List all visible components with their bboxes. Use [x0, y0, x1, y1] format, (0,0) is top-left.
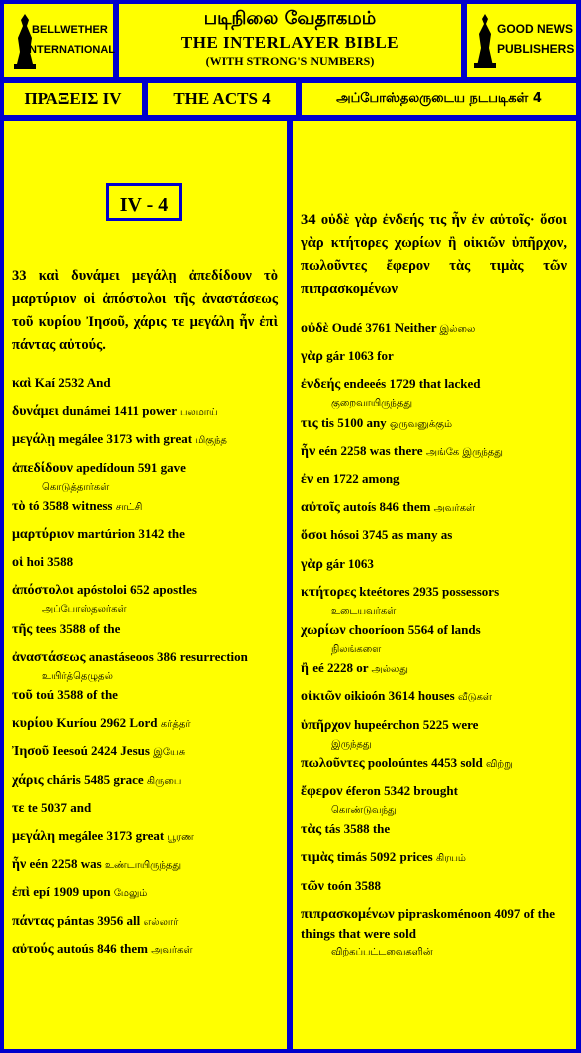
word-entry	[12, 685, 278, 705]
word-entry	[301, 318, 567, 339]
greek-word: γὰρ	[301, 349, 323, 365]
word-entry	[12, 939, 278, 960]
word-entry	[301, 346, 567, 366]
tamil-meaning: அவர்கள்	[151, 944, 193, 956]
transliteration: Kuríou 2962 Lord	[56, 715, 158, 731]
word-entry	[301, 904, 567, 962]
tamil-meaning: வீடுகள்	[458, 692, 492, 704]
word-entry	[301, 582, 567, 621]
transliteration: eén 2258 was	[29, 856, 102, 872]
tamil-meaning: அல்லது	[371, 664, 408, 676]
word-entry	[301, 525, 567, 545]
word-entry	[301, 469, 567, 489]
transliteration: gár 1063 for	[326, 348, 394, 364]
book-title-tamil: அப்போஸ்தலருடைய நடபடிகள் 4	[302, 83, 576, 115]
transliteration: hupeérchon 5225 were	[353, 716, 479, 732]
transliteration: apedídoun 591 gave	[76, 459, 186, 475]
greek-word: αὐτούς	[12, 941, 54, 957]
word-entry	[301, 753, 567, 774]
greek-word: τῶν	[301, 878, 324, 894]
book-title-greek: ΠΡΑΞΕΙΣ IV	[4, 83, 142, 115]
word-entry	[12, 458, 278, 497]
word-entry	[12, 524, 278, 544]
word-entry	[12, 647, 278, 686]
tamil-meaning: கிருபை	[146, 775, 182, 787]
transliteration: hoi 3588	[26, 554, 74, 570]
word-entry	[301, 413, 567, 434]
word-entry	[12, 713, 278, 734]
book-title-english: THE ACTS 4	[148, 83, 296, 115]
tamil-meaning: கர்த்தர்	[160, 719, 191, 731]
greek-word: κυρίου	[12, 716, 54, 732]
word-entry	[301, 554, 567, 574]
greek-word: ἀπεδίδουν	[12, 460, 73, 476]
greek-word: μαρτύριον	[12, 527, 75, 542]
greek-word: ἦν	[301, 443, 316, 459]
greek-word: οἱ	[12, 555, 24, 571]
greek-word: πωλοῦντες	[301, 755, 365, 771]
word-entry	[301, 374, 567, 413]
greek-word: τῆς	[12, 621, 33, 637]
tamil-meaning: கிரயம்	[436, 853, 466, 865]
transliteration: toón 3588	[327, 877, 382, 893]
transliteration: cháris 5485 grace	[46, 771, 144, 787]
transliteration: tees 3588 of the	[35, 620, 121, 636]
transliteration: pántas 3956 all	[57, 912, 141, 928]
greek-word: δυνάμει	[12, 404, 59, 420]
greek-word: ἀναστάσεως	[12, 649, 86, 665]
greek-word: μεγάλη	[12, 829, 56, 844]
word-entry	[301, 715, 567, 754]
tamil-meaning: அங்கே இருந்தது	[425, 446, 503, 458]
transliteration: toú 3588 of the	[35, 687, 118, 702]
word-entry	[301, 686, 567, 707]
transliteration: apóstoloi 652 apostles	[77, 582, 197, 598]
transliteration: martúrion 3142 the	[77, 526, 185, 541]
transliteration: timás 5092 prices	[336, 849, 433, 865]
greek-word: οὐδὲ	[301, 321, 329, 336]
transliteration: oikioón 3614 houses	[344, 688, 455, 704]
greek-word: καὶ	[12, 376, 32, 391]
bellwether-logo	[4, 4, 116, 77]
transliteration: dunámei 1411 power	[62, 403, 177, 419]
transliteration: tis 5100 any	[320, 414, 387, 430]
transliteration: en 1722 among	[316, 471, 400, 486]
transliteration: kteétores 2935 possessors	[359, 583, 500, 599]
transliteration: megálee 3173 great	[58, 828, 165, 843]
transliteration: eé 2228 or	[312, 660, 369, 676]
word-entry	[301, 819, 567, 839]
greek-word: ἔφερον	[301, 784, 343, 799]
left-column	[4, 121, 287, 1049]
greek-word: τοῦ	[12, 688, 33, 703]
tamil-meaning: பலமாய்	[179, 407, 218, 419]
greek-word: τὸ	[12, 498, 26, 514]
transliteration: gár 1063	[326, 555, 374, 571]
greek-word: τις	[301, 415, 318, 431]
word-entry	[12, 580, 278, 619]
logo-right-line2: PUBLISHERS	[497, 42, 575, 56]
verse-34-text: 34 οὐδὲ γὰρ ἐνδεής τις ἦν ἐν αὐτοῖς· ὅσοι γὰρ κτήτορες χωρίων ἢ οἰκιῶν ὑπῆρχον, πωλοῦντες ἔφερον τὰς τιμὰς τῶν πιπρασκομένων	[301, 212, 567, 297]
word-entry	[12, 429, 278, 450]
word-entry	[301, 876, 567, 896]
transliteration: megálee 3173 with great	[58, 431, 193, 447]
transliteration: eén 2258 was there	[318, 442, 423, 458]
title-subtitle: (WITH STRONG'S NUMBERS)	[205, 54, 375, 68]
greek-word: χωρίων	[301, 623, 346, 638]
transliteration: tás 3588 the	[324, 821, 391, 837]
greek-word: οἰκιῶν	[301, 689, 341, 705]
title-tamil: படிநிலை வேதாகமம்	[203, 8, 377, 29]
tamil-meaning: எல்லார்	[143, 916, 179, 928]
greek-word: χάρις	[12, 772, 44, 788]
tamil-meaning: குறைவாயிருந்தது	[331, 398, 413, 410]
greek-word: ἀπόστολοι	[12, 583, 74, 599]
tamil-meaning: கொடுத்தார்கள்	[42, 481, 110, 493]
tamil-meaning: விற்று	[486, 758, 513, 770]
right-column	[293, 121, 576, 1049]
transliteration: éferon 5342 brought	[345, 783, 458, 798]
chapter-box: IV - 4	[106, 183, 182, 221]
greek-word: Ἰησοῦ	[12, 744, 50, 760]
verse-33-text: 33 καὶ δυνάμει μεγάλῃ ἀπεδίδουν τὸ μαρτύριον οἱ ἀπόστολοι τῆς ἀναστάσεως τοῦ κυρίου Ἰησοῦ, χάρις τε μεγάλη ἦν ἐπὶ πάντας αὐτούς.	[12, 268, 278, 353]
transliteration: pipraskoménoon 4097 of the things that were sold	[301, 905, 555, 941]
word-entry	[301, 781, 567, 820]
word-entry	[12, 826, 278, 847]
tamil-meaning: இயேசு	[153, 747, 186, 759]
tamil-meaning: உண்டாயிருந்தது	[104, 860, 182, 872]
tamil-meaning: அப்போஸ்தலர்கள்	[42, 604, 127, 616]
transliteration: pooloúntes 4453 sold	[367, 754, 483, 770]
greek-word: ὅσοι	[301, 528, 327, 544]
greek-word: πάντας	[12, 913, 54, 929]
transliteration: endeeés 1729 that lacked	[343, 376, 481, 392]
tamil-meaning: விற்கப்பட்டவைகளின்	[331, 946, 433, 958]
tamil-meaning: கொண்டுவந்து	[331, 805, 397, 816]
greek-word: πιπρασκομένων	[301, 906, 395, 922]
greek-word: κτήτορες	[301, 584, 357, 600]
transliteration: Kaí 2532 And	[34, 375, 111, 390]
word-entry	[301, 847, 567, 868]
tamil-meaning: சாட்சி	[115, 501, 143, 513]
tamil-meaning: ஒருவனுக்கும்	[389, 418, 453, 430]
word-entry	[12, 496, 278, 517]
bellwether-figure-icon	[12, 12, 38, 70]
title-header	[119, 4, 461, 77]
word-entry	[301, 441, 567, 462]
greek-word: ἐνδεής	[301, 377, 341, 393]
logo-left-line1: BELLWETHER	[32, 24, 108, 36]
greek-word: ἢ	[301, 661, 309, 677]
greek-word: τε	[12, 800, 25, 816]
greek-word: ἐν	[301, 472, 314, 487]
logo-left-line2: INTERNATIONAL	[26, 44, 116, 56]
goodnews-logo	[467, 4, 576, 77]
logo-right-line1: GOOD NEWS	[497, 22, 574, 36]
tamil-meaning: இருந்தது	[331, 738, 372, 750]
word-entry	[301, 620, 567, 659]
word-entry	[12, 552, 278, 572]
word-entry	[12, 401, 278, 422]
word-entry	[12, 911, 278, 932]
transliteration: autoís 846 them	[343, 499, 431, 515]
transliteration: Oudé 3761 Neither	[331, 320, 437, 335]
tamil-meaning: அவர்கள்	[433, 503, 475, 515]
word-entry	[12, 741, 278, 762]
tamil-meaning: இல்லை	[439, 324, 476, 335]
word-entry	[12, 882, 278, 903]
transliteration: chooríoon 5564 of lands	[348, 622, 481, 637]
transliteration: tó 3588 witness	[28, 497, 113, 513]
word-entry	[12, 770, 278, 791]
greek-word: ὑπῆρχον	[301, 717, 351, 733]
transliteration: te 5037 and	[27, 799, 92, 815]
title-english: THE INTERLAYER BIBLE	[180, 33, 400, 52]
tamil-meaning: நிலங்களை	[331, 644, 382, 655]
greek-word: γὰρ	[301, 556, 323, 572]
word-entry	[12, 798, 278, 818]
greek-word: μεγάλῃ	[12, 432, 56, 448]
greek-word: τὰς	[301, 822, 322, 838]
word-entry	[12, 619, 278, 639]
word-entry	[12, 373, 278, 393]
greek-word: ἦν	[12, 857, 27, 873]
word-entry	[301, 497, 567, 518]
tamil-meaning: உடையவர்கள்	[331, 605, 397, 617]
transliteration: hósoi 3745 as many as	[330, 527, 453, 543]
transliteration: autoús 846 them	[56, 940, 148, 956]
greek-word: τιμὰς	[301, 850, 334, 866]
tamil-meaning: மிகுந்த	[195, 435, 227, 447]
goodnews-figure-icon	[473, 12, 497, 70]
word-entry	[301, 658, 567, 679]
tamil-meaning: பூரண	[167, 832, 194, 843]
transliteration: Ieesoú 2424 Jesus	[52, 743, 150, 759]
greek-word: ἐπὶ	[12, 885, 30, 901]
transliteration: anastáseoos 386 resurrection	[88, 648, 248, 664]
tamil-meaning: மேலும்	[113, 888, 148, 900]
word-entry	[12, 854, 278, 875]
greek-word: αὐτοῖς	[301, 500, 340, 516]
tamil-meaning: உயிர்த்தெழுதல்	[42, 670, 113, 682]
transliteration: epí 1909 upon	[33, 884, 111, 900]
